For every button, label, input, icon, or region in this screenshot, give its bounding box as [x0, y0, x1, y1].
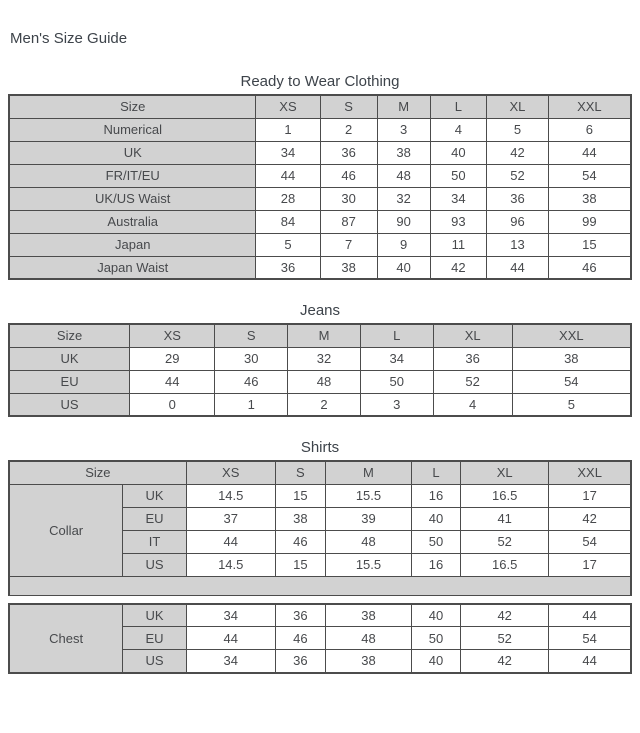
row-label-cell: Japan Waist	[9, 256, 256, 279]
row-label-cell: IT	[123, 530, 186, 553]
column-header-cell: S	[215, 324, 288, 347]
size-value-cell: 38	[326, 604, 412, 627]
size-value-cell: 42	[549, 507, 631, 530]
size-value-cell: 42	[461, 604, 549, 627]
size-value-cell: 36	[256, 256, 320, 279]
table-row	[9, 233, 631, 256]
size-value-cell: 32	[288, 347, 361, 370]
size-value-cell: 7	[320, 233, 377, 256]
size-value-cell: 48	[326, 627, 412, 650]
size-value-cell: 4	[433, 393, 512, 416]
size-value-cell: 36	[275, 650, 325, 673]
size-value-cell: 17	[549, 553, 631, 576]
size-value-cell: 40	[411, 604, 460, 627]
size-value-cell: 16	[411, 484, 460, 507]
row-label-cell: UK	[9, 141, 256, 164]
size-value-cell: 29	[130, 347, 215, 370]
size-value-cell: 46	[275, 530, 325, 553]
table-row	[9, 210, 631, 233]
size-table-ready-to-wear	[8, 94, 632, 280]
size-value-cell: 44	[548, 141, 631, 164]
size-value-cell: 3	[360, 393, 433, 416]
row-label-cell: UK	[123, 484, 186, 507]
size-value-cell: 46	[320, 164, 377, 187]
size-value-cell: 46	[275, 627, 325, 650]
size-value-cell: 42	[430, 256, 487, 279]
page-title: Men's Size Guide	[10, 30, 128, 47]
size-value-cell: 13	[487, 233, 549, 256]
section-ready-to-wear	[8, 73, 632, 280]
size-value-cell: 34	[430, 187, 487, 210]
shirts-separator-row	[8, 577, 632, 596]
column-header-cell: L	[430, 95, 487, 118]
column-header-cell: Size	[9, 461, 186, 484]
size-value-cell: 42	[487, 141, 549, 164]
column-header-cell: M	[288, 324, 361, 347]
column-header-cell: S	[275, 461, 325, 484]
row-label-cell: FR/IT/EU	[9, 164, 256, 187]
size-value-cell: 50	[411, 627, 460, 650]
size-value-cell: 16.5	[461, 484, 549, 507]
group-label-cell: Collar	[9, 484, 123, 576]
table-row	[9, 187, 631, 210]
size-value-cell: 34	[186, 650, 275, 673]
row-label-cell: US	[123, 553, 186, 576]
size-table-jeans	[8, 323, 632, 417]
size-value-cell: 44	[186, 530, 275, 553]
row-label-cell: US	[9, 393, 130, 416]
size-value-cell: 28	[256, 187, 320, 210]
size-value-cell: 16	[411, 553, 460, 576]
size-value-cell: 37	[186, 507, 275, 530]
size-value-cell: 30	[215, 347, 288, 370]
size-value-cell: 48	[288, 370, 361, 393]
table-caption-ready-to-wear: Ready to Wear Clothing	[240, 73, 400, 90]
table-row	[9, 256, 631, 279]
row-label-cell: UK/US Waist	[9, 187, 256, 210]
column-header-cell: XXL	[512, 324, 631, 347]
column-header-cell: XS	[130, 324, 215, 347]
size-value-cell: 46	[215, 370, 288, 393]
table-row	[9, 347, 631, 370]
size-value-cell: 2	[288, 393, 361, 416]
column-header-cell: XXL	[549, 461, 631, 484]
size-value-cell: 52	[487, 164, 549, 187]
table-row	[9, 370, 631, 393]
size-value-cell: 15	[275, 484, 325, 507]
table-row	[9, 393, 631, 416]
size-value-cell: 52	[461, 627, 549, 650]
column-header-cell: XXL	[548, 95, 631, 118]
size-value-cell: 1	[256, 118, 320, 141]
table-caption-shirts: Shirts	[300, 439, 340, 456]
size-value-cell: 32	[377, 187, 430, 210]
row-label-cell: US	[123, 650, 186, 673]
size-value-cell: 34	[186, 604, 275, 627]
table-row	[9, 604, 631, 627]
size-value-cell: 50	[360, 370, 433, 393]
row-label-cell: EU	[9, 370, 130, 393]
size-value-cell: 15	[275, 553, 325, 576]
size-value-cell: 5	[512, 393, 631, 416]
size-value-cell: 42	[461, 650, 549, 673]
size-value-cell: 36	[433, 347, 512, 370]
size-value-cell: 54	[549, 627, 631, 650]
row-label-cell: Japan	[9, 233, 256, 256]
size-value-cell: 48	[377, 164, 430, 187]
column-header-cell: XL	[461, 461, 549, 484]
size-value-cell: 0	[130, 393, 215, 416]
table-row	[9, 141, 631, 164]
size-value-cell: 40	[377, 256, 430, 279]
size-value-cell: 36	[487, 187, 549, 210]
row-label-cell: EU	[123, 627, 186, 650]
section-jeans	[8, 302, 632, 417]
column-header-cell: XS	[186, 461, 275, 484]
size-value-cell: 54	[548, 164, 631, 187]
column-header-cell: M	[326, 461, 412, 484]
size-value-cell: 15.5	[326, 484, 412, 507]
size-value-cell: 14.5	[186, 484, 275, 507]
group-label-cell: Chest	[9, 604, 123, 673]
size-value-cell: 40	[411, 650, 460, 673]
size-value-cell: 46	[548, 256, 631, 279]
size-value-cell: 44	[487, 256, 549, 279]
size-value-cell: 54	[549, 530, 631, 553]
size-value-cell: 6	[548, 118, 631, 141]
size-value-cell: 96	[487, 210, 549, 233]
size-value-cell: 40	[411, 507, 460, 530]
row-label-cell: EU	[123, 507, 186, 530]
section-shirts	[8, 439, 632, 674]
column-header-cell: Size	[9, 324, 130, 347]
size-value-cell: 30	[320, 187, 377, 210]
size-value-cell: 16.5	[461, 553, 549, 576]
size-value-cell: 48	[326, 530, 412, 553]
size-value-cell: 38	[275, 507, 325, 530]
size-value-cell: 11	[430, 233, 487, 256]
size-value-cell: 41	[461, 507, 549, 530]
size-value-cell: 50	[430, 164, 487, 187]
table-row	[9, 118, 631, 141]
row-label-cell: Australia	[9, 210, 256, 233]
size-value-cell: 36	[275, 604, 325, 627]
column-header-cell: L	[411, 461, 460, 484]
size-value-cell: 38	[377, 141, 430, 164]
size-value-cell: 44	[549, 604, 631, 627]
size-value-cell: 34	[256, 141, 320, 164]
size-value-cell: 38	[320, 256, 377, 279]
column-header-cell: XL	[433, 324, 512, 347]
size-value-cell: 14.5	[186, 553, 275, 576]
size-table-shirts-chest	[8, 603, 632, 674]
column-header-cell: L	[360, 324, 433, 347]
size-value-cell: 5	[256, 233, 320, 256]
size-value-cell: 90	[377, 210, 430, 233]
column-header-cell: M	[377, 95, 430, 118]
size-value-cell: 93	[430, 210, 487, 233]
size-value-cell: 4	[430, 118, 487, 141]
size-value-cell: 15.5	[326, 553, 412, 576]
size-value-cell: 38	[512, 347, 631, 370]
size-value-cell: 39	[326, 507, 412, 530]
size-value-cell: 52	[433, 370, 512, 393]
size-value-cell: 2	[320, 118, 377, 141]
table-row	[9, 164, 631, 187]
column-header-cell: S	[320, 95, 377, 118]
table-caption-jeans: Jeans	[299, 302, 341, 319]
size-value-cell: 38	[326, 650, 412, 673]
size-value-cell: 40	[430, 141, 487, 164]
size-value-cell: 84	[256, 210, 320, 233]
table-row	[9, 484, 631, 507]
column-header-cell: XL	[487, 95, 549, 118]
row-label-cell: UK	[9, 347, 130, 370]
column-header-cell: XS	[256, 95, 320, 118]
size-value-cell: 3	[377, 118, 430, 141]
size-value-cell: 44	[186, 627, 275, 650]
size-value-cell: 5	[487, 118, 549, 141]
size-value-cell: 1	[215, 393, 288, 416]
size-value-cell: 17	[549, 484, 631, 507]
size-table-shirts-collar	[8, 460, 632, 577]
size-value-cell: 36	[320, 141, 377, 164]
size-value-cell: 54	[512, 370, 631, 393]
size-value-cell: 99	[548, 210, 631, 233]
row-label-cell: Numerical	[9, 118, 256, 141]
column-header-cell: Size	[9, 95, 256, 118]
row-label-cell: UK	[123, 604, 186, 627]
size-value-cell: 44	[256, 164, 320, 187]
size-value-cell: 9	[377, 233, 430, 256]
size-value-cell: 52	[461, 530, 549, 553]
size-value-cell: 15	[548, 233, 631, 256]
size-value-cell: 34	[360, 347, 433, 370]
size-value-cell: 44	[130, 370, 215, 393]
size-value-cell: 44	[549, 650, 631, 673]
size-value-cell: 87	[320, 210, 377, 233]
size-value-cell: 38	[548, 187, 631, 210]
size-value-cell: 50	[411, 530, 460, 553]
